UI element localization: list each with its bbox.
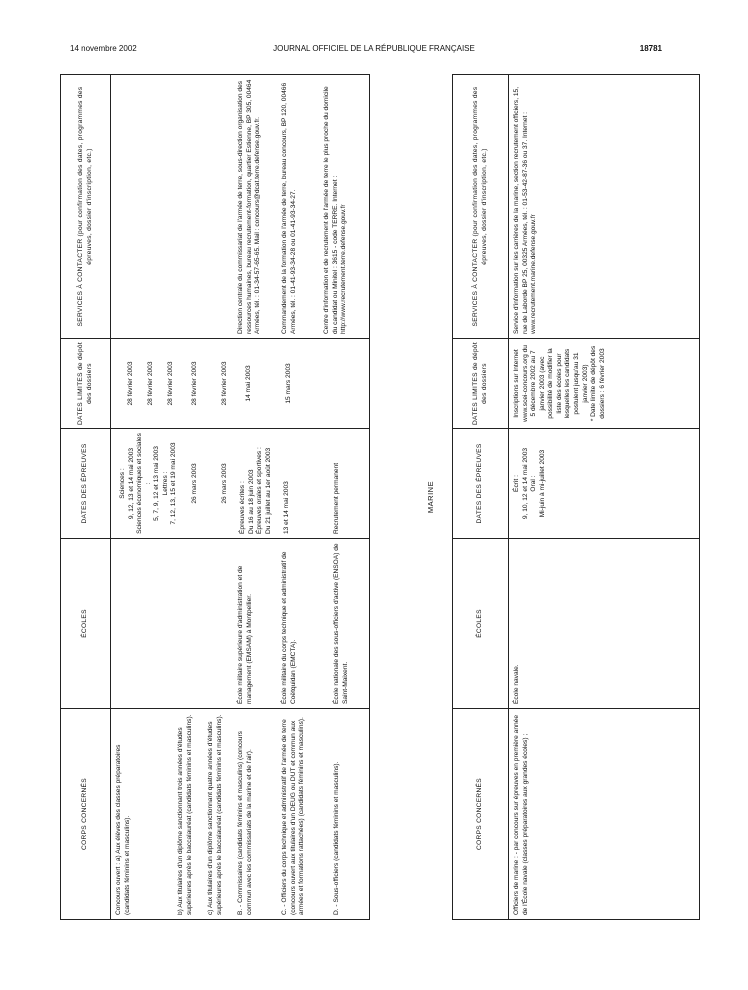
corps-b: b) Aux titulaires d'un diplôme sanctionnant trois années d'études supérieures après le baccalauréat (candidats féminins et masculins). bbox=[177, 714, 193, 915]
epreuves-c: 26 mars 2003 bbox=[221, 463, 228, 504]
limite-B: 14 mai 2003 bbox=[245, 365, 252, 402]
col-services bbox=[61, 75, 369, 339]
col-corps bbox=[453, 709, 699, 919]
header-dates-epreuves: DATES DES ÉPREUVES bbox=[61, 429, 111, 538]
header-ecoles: ÉCOLES bbox=[453, 539, 509, 708]
ecole-D: École nationale des sous-officiers d'active (ENSOA) de Saint-Maixent. bbox=[333, 543, 349, 704]
service-C: Commandement de la formation de l'armée de terre, bureau concours, BP 120, 00466 Armées, tél. : 01-41-93-34-28 ou 01-41-93-34-27. bbox=[281, 82, 297, 334]
marine-epreuves-line: Oral : bbox=[530, 475, 538, 492]
corps-c: c) Aux titulaires d'un diplôme sanctionnant quatre années d'études supérieures après le baccalauréat (candidats féminins et masculins). bbox=[207, 714, 223, 915]
epreuves-a-line: Sciences : bbox=[119, 468, 126, 499]
col-dates-limites bbox=[61, 339, 369, 429]
rotated-content bbox=[60, 74, 700, 920]
marine-limites bbox=[513, 339, 607, 428]
col-ecoles bbox=[453, 539, 699, 709]
limite-b: 28 février 2003 bbox=[191, 361, 198, 406]
header-corps: CORPS CONCERNÉS bbox=[61, 709, 111, 919]
header-services: SERVICES À CONTACTER (pour confirmation des dates, programmes des épreuves, dossier d'inscription, etc.) bbox=[453, 75, 509, 338]
header-dates-limites: DATES LIMITES de dépôt des dossiers bbox=[453, 339, 509, 428]
limite-a2: 28 février 2003 bbox=[147, 361, 154, 406]
marine-epreuves-line: 9, 10, 12 et 14 mai 2003 bbox=[521, 447, 529, 520]
col-dates-limites bbox=[453, 339, 699, 429]
corps-B: B. - Commissaires (candidats féminins et masculins) (concours commun avec les commissariats de la marine et de l'air). bbox=[237, 731, 253, 915]
epreuves-D: Recrutement permanent bbox=[333, 462, 340, 534]
header-date: 14 novembre 2002 bbox=[70, 44, 137, 53]
marine-epreuves-line: Mi-juin à mi-juillet 2003 bbox=[538, 449, 546, 518]
corps-a: Concours ouvert : a) Aux élèves des classes préparatoires (candidats féminins et masculins). bbox=[115, 744, 131, 915]
marine-services: Service d'information sur les carrières de la marine, section recrutement officiers, 15, rue de Laborde BP 25, 00325 Armées, tél. : 01-53-42-87-36 ou 37. Internet : www.recrutement.marine.defense.gouv.fr bbox=[513, 86, 538, 334]
marine-ecole: École navale. bbox=[513, 664, 520, 704]
marine-limites-line: * Date limite de dépôt des dossiers : 6 février 2003 bbox=[590, 345, 606, 422]
header-title: JOURNAL OFFICIEL DE LA RÉPUBLIQUE FRANÇAISE bbox=[273, 44, 475, 53]
ecole-B: École militaire supérieure d'administration et de management (EMSAM) à Montpellier. bbox=[237, 565, 253, 704]
col-services bbox=[453, 75, 699, 339]
table-terre bbox=[60, 74, 370, 920]
corps-C: C. - Officiers du corps technique et administratif de l'armée de terre (concours ouvert aux titulaires d'un DEUG ou DUT et commun aux armées et formations rattachées) (candidats féminins et masculins). bbox=[281, 717, 306, 915]
table-marine bbox=[452, 74, 700, 920]
marine-corps: Officiers de marine : - par concours sur épreuves en première année de l'École navale (classes préparatoires aux grandes écoles) ; bbox=[513, 715, 529, 915]
marine-epreuves bbox=[513, 429, 547, 538]
epreuves-a bbox=[119, 429, 179, 538]
header-dates-limites: DATES LIMITES de dépôt des dossiers bbox=[61, 339, 111, 428]
limite-a3: 28 février 2003 bbox=[167, 361, 174, 406]
epreuves-B-line: Épreuves écrites : bbox=[239, 481, 246, 534]
marine-epreuves-line: Écrit : bbox=[513, 475, 520, 492]
epreuves-C: 13 et 14 mai 2003 bbox=[283, 481, 290, 534]
col-dates-epreuves bbox=[453, 429, 699, 539]
epreuves-b: 26 mars 2003 bbox=[191, 463, 198, 504]
epreuves-a-line: Lettres : bbox=[161, 471, 169, 496]
col-dates-epreuves bbox=[61, 429, 369, 539]
header-dates-epreuves: DATES DES ÉPREUVES bbox=[453, 429, 509, 538]
epreuves-a-line: 9, 12, 13 et 14 mai 2003 bbox=[127, 447, 135, 520]
limite-a1: 28 février 2003 bbox=[127, 361, 134, 406]
ecole-C: École militaire du corps technique et administratif de Coëtquidan (EMCTA). bbox=[281, 551, 297, 704]
limite-C: 15 mars 2003 bbox=[285, 363, 292, 404]
col-ecoles bbox=[61, 539, 369, 709]
col-corps bbox=[61, 709, 369, 919]
section-title-marine: MARINE bbox=[426, 480, 435, 514]
corps-D: D. - Sous-officiers (candidats féminins et masculins). bbox=[333, 761, 340, 915]
epreuves-B-line: Du 21 juillet au 1er août 2003 bbox=[264, 447, 272, 534]
header-ecoles: ÉCOLES bbox=[61, 539, 111, 708]
header-corps: CORPS CONCERNÉS bbox=[453, 709, 509, 919]
service-B: Direction centrale du commissariat de l'armée de terre, sous-direction organisation des ressources humaines, bureau recrutement-formation, quartier Estienne, BP 305, 00464 Armées, tél. : 01-34-57-65-65. Mail : concours@dcat.terre.defense.gouv.fr. bbox=[237, 79, 262, 334]
epreuves-a-line: Sciences économiques et sociales : bbox=[136, 433, 152, 534]
header-services: SERVICES À CONTACTER (pour confirmation des dates, programmes des épreuves, dossier d'inscription, etc.) bbox=[61, 75, 111, 338]
epreuves-B-line: Du 16 au 18 juin 2003 bbox=[247, 469, 255, 534]
epreuves-a-line: 5, 7, 9, 12 et 13 mai 2003 bbox=[153, 446, 161, 521]
epreuves-B-line: Épreuves orales et sportives : bbox=[256, 447, 264, 534]
marine-limites-line: Inscriptions sur Internet www.scei-concours.org du 5 décembre 2002 au 7 janvier 2003 (avec possibilité de modifier la liste des écoles pour lesquelles les candidats postulent jusqu'au 31 janvier 2003) bbox=[513, 345, 589, 422]
epreuves-B bbox=[239, 429, 273, 538]
service-D: Centre d'information et de recrutement de l'armée de terre le plus proche du domicile du candidat ou Minitel : 3615 - code TERRE. Internet : http://www.recrutement.terre.defense.gouv.fr bbox=[323, 86, 348, 334]
limite-c: 28 février 2003 bbox=[221, 361, 228, 406]
epreuves-a-line: 7, 12, 13, 15 et 19 mai 2003 bbox=[170, 442, 178, 525]
header-page-number: 18781 bbox=[639, 44, 662, 53]
